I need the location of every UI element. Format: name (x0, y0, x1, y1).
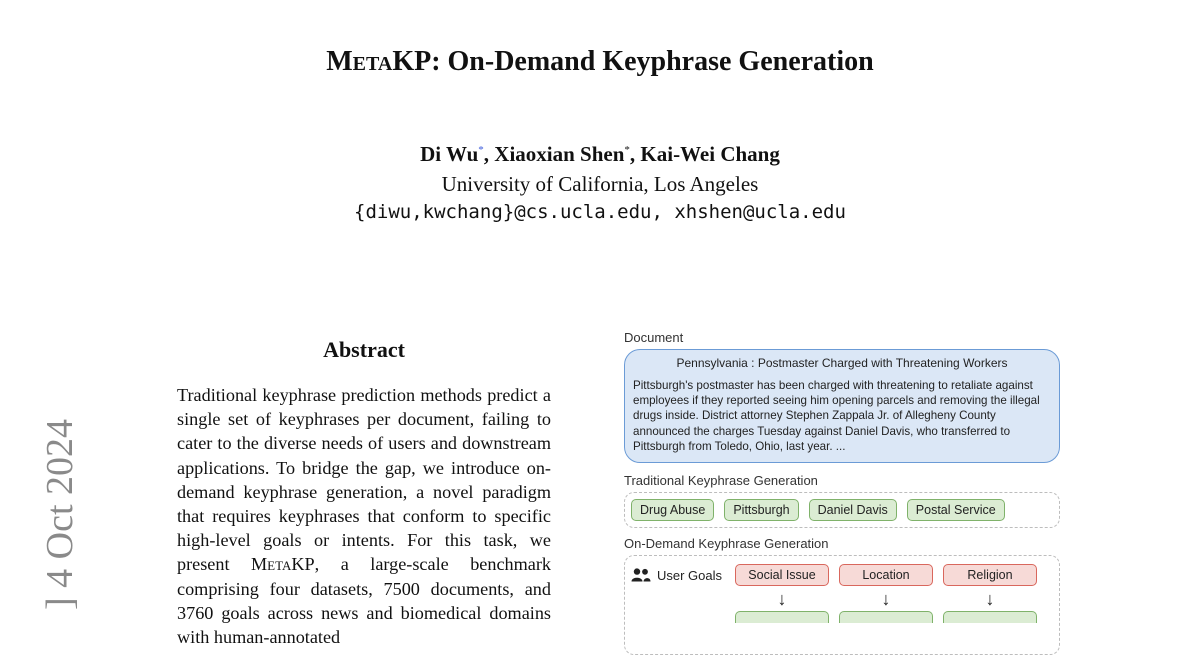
user-goals-label (631, 568, 735, 583)
overview-figure (624, 330, 1060, 655)
goal-chip: Religion (943, 564, 1037, 586)
abstract-heading: Abstract (323, 337, 405, 362)
document-box (624, 349, 1060, 463)
down-arrow-icon: ↓ (777, 589, 787, 610)
abstract-text-part: , a large-scale benchmark comprising four datasets, 7500 documents, and 3760 goals across news and biomedical domains with human-annotated (177, 554, 551, 648)
goal-chip: Location (839, 564, 933, 586)
down-arrow-icon: ↓ (881, 589, 891, 610)
abstract-text (177, 383, 551, 649)
traditional-label: Traditional Keyphrase Generation (624, 473, 818, 489)
output-keyphrase-chip (839, 611, 933, 623)
arrow-row (735, 587, 1053, 611)
keyphrase-chip: Pittsburgh (724, 499, 798, 521)
author-name: Di Wu (420, 142, 479, 166)
abstract-system-name: MetaKP (251, 554, 315, 575)
title-rest: : On-Demand Keyphrase Generation (431, 46, 874, 77)
arxiv-side-stamp: ] 4 Oct 2024 (39, 418, 81, 610)
users-icon (631, 568, 651, 582)
abstract-text-part: Traditional keyphrase prediction methods predict a single set of keyphrases per document, failing to cater to the diverse needs of users and downstream applications. To bridge the gap, we introduce on-demand keyphrase generation, a novel paradigm that requires keyphrases that conform to specific high-level goals or intents. For this task, we present (177, 385, 551, 575)
equal-contribution-mark: * (478, 144, 484, 156)
document-label: Document (624, 330, 684, 345)
output-keyphrase-chip (735, 611, 829, 623)
paper-title (0, 46, 1200, 78)
title-system-name: MetaKP (326, 46, 432, 77)
author-name: Xiaoxian Shen (494, 142, 625, 166)
equal-contribution-mark: * (624, 144, 630, 156)
document-text: Pittsburgh's postmaster has been charged with threatening to retaliate against employees if they reported seeing him opening parcels and removing the illegal drugs inside. District attorney Stephen Zappala Jr. of Allegheny County announced the charges Tuesday against Daniel Davis, who transferred to Pittsburgh from Toledo, Ohio, last year. ... (633, 379, 1040, 453)
keyphrase-chip: Postal Service (907, 499, 1005, 521)
author-list (0, 142, 1200, 167)
keyphrase-chip: Drug Abuse (631, 499, 714, 521)
author-separator: , (483, 142, 495, 166)
output-keyphrase-chip (943, 611, 1037, 623)
ondemand-label: On-Demand Keyphrase Generation (624, 536, 829, 552)
document-title: Pennsylvania : Postmaster Charged with Threatening Workers (676, 356, 1008, 370)
author-emails: {diwu,kwchang}@cs.ucla.edu, xhshen@ucla.edu (354, 201, 846, 223)
author-name: Kai-Wei Chang (640, 142, 780, 166)
goal-chip: Social Issue (735, 564, 829, 586)
down-arrow-icon: ↓ (985, 589, 995, 610)
author-separator: , (629, 142, 641, 166)
keyphrase-chip: Daniel Davis (809, 499, 897, 521)
affiliation: University of California, Los Angeles (441, 172, 759, 196)
output-chip-row (735, 611, 1053, 623)
ondemand-section (624, 555, 1060, 655)
goal-row (631, 564, 1053, 586)
user-goals-text: User Goals (657, 567, 723, 583)
traditional-keyphrase-row (624, 492, 1060, 528)
